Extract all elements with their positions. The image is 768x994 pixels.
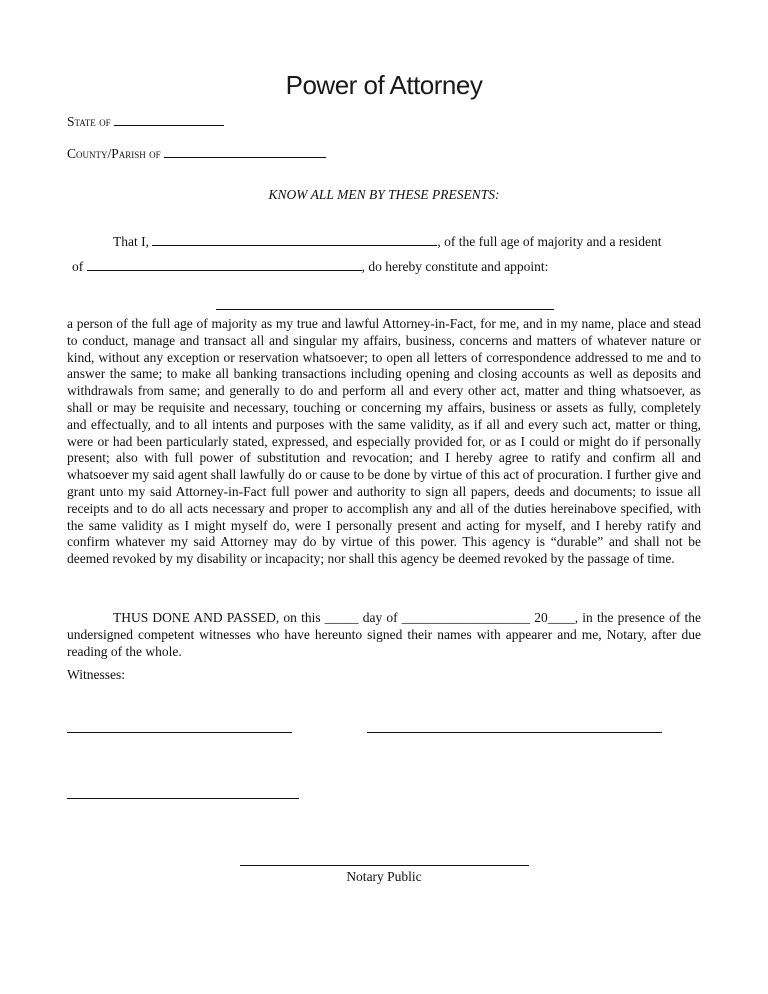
intro-start: That I, <box>113 234 149 249</box>
state-label: State of <box>67 114 111 129</box>
execution-paragraph <box>67 609 701 660</box>
residence-line <box>72 259 548 275</box>
intro-end: , of the full age of majority and a resident <box>437 234 662 249</box>
principal-name-field[interactable] <box>152 234 437 246</box>
county-line <box>67 146 326 162</box>
witness-signature-line-2[interactable] <box>367 732 662 733</box>
principal-line <box>113 234 662 250</box>
county-label: County/Parish of <box>67 146 161 161</box>
notary-label: Notary Public <box>346 869 422 884</box>
heading: KNOW ALL MEN BY THESE PRESENTS: <box>268 187 500 202</box>
of-label: of <box>72 259 84 274</box>
witness-signature-line-1[interactable] <box>67 732 292 733</box>
residence-field[interactable] <box>87 259 362 271</box>
state-line <box>67 114 224 130</box>
body-paragraph: a person of the full age of majority as my true and lawful Attorney-in-Fact, for me, and in my name, place and stead to conduct, manage and transact all and singular my affairs, business, concerns and matters of whatever nature or kind, without any exception or reservation whatsoever; to open all letters of correspondence addressed to me and to answer the same; to make all banking transactions including opening and closing accounts as well as deposits and withdrawals from same; and generally to do and perform all and every other act, matter and thing whatsoever, as shall or may be requisite and necessary, touching or concerning my affairs, business or assets as fully, completely and effectually, and to all intents and purposes with the same validity, as if all and every such act, matter or thing, were or had been particularly stated, expressed, and especially provided for, or as I could or might do if personally present; also with full power of substitution and revocation; and I hereby agree to ratify and confirm all and whatsoever my said agent shall lawfully do or cause to be done by virtue of this act of procuration. I further give and grant unto my said Attorney-in-Fact full power and authority to sign all papers, deeds and documents; to issue all receipts and to do all acts necessary and proper to accomplish any and all of the duties hereinabove specified, with the same validity as I might myself do, were I personally present and acting for myself, and I hereby ratify and confirm whatever my said Attorney may do by virtue of this power. This agency is “durable” and shall not be deemed revoked by my disability or incapacity; nor shall this agency be deemed revoked by the passage of time. <box>67 316 701 567</box>
county-field[interactable] <box>164 146 326 158</box>
execution-text: THUS DONE AND PASSED, on this _____ day of ___________________ 20____, in the presence of the undersigned competent witnesses who have hereunto signed their names with appearer and me, Notary, after due reading of the whole. <box>67 610 701 659</box>
state-field[interactable] <box>114 114 224 126</box>
document-title: Power of Attorney <box>285 70 483 100</box>
agent-name-field[interactable] <box>216 309 554 310</box>
witnesses-label: Witnesses: <box>67 667 125 682</box>
witness-signature-line-3[interactable] <box>67 798 299 799</box>
of-end: , do hereby constitute and appoint: <box>361 259 549 274</box>
notary-signature-line[interactable] <box>240 865 529 866</box>
